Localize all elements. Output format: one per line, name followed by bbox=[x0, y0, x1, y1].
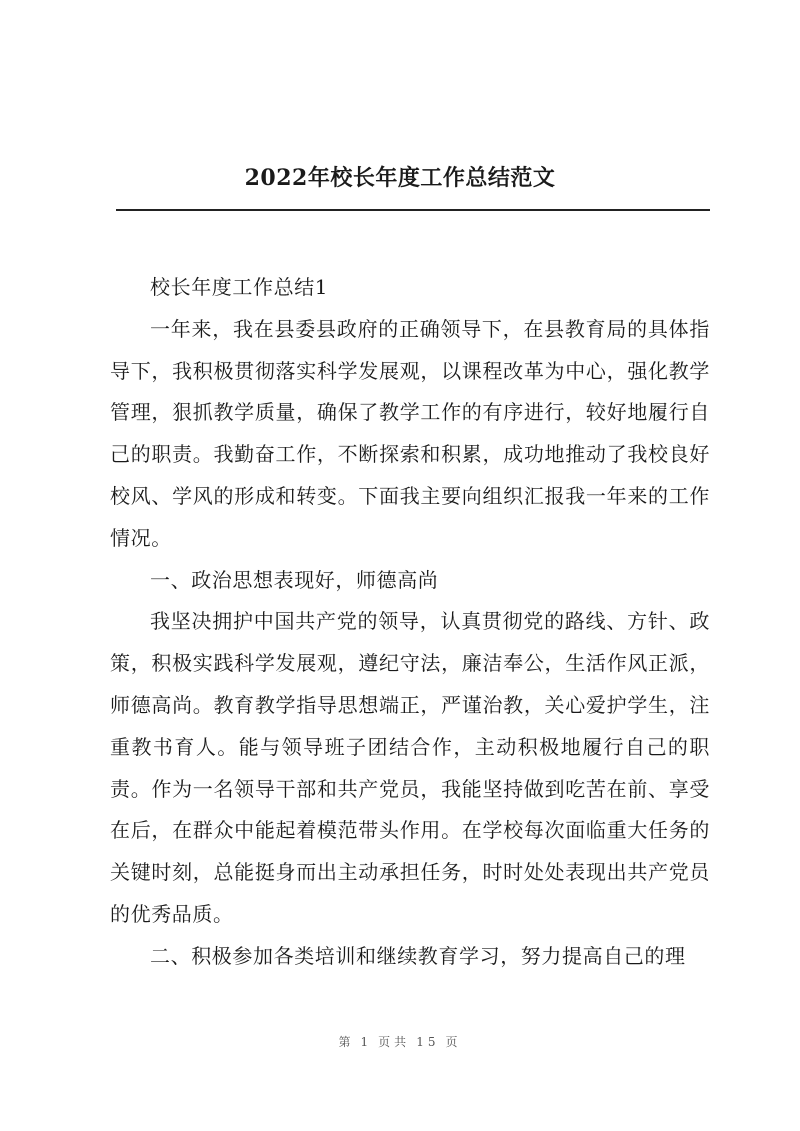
title-divider bbox=[116, 209, 710, 211]
intro-paragraph: 一年来，我在县委县政府的正确领导下，在县教育局的具体指导下，我积极贯彻落实科学发展观，以课程改革为中心，强化教学管理，狠抓教学质量，确保了教学工作的有序进行，较好地履行自己的职责。我勤奋工作，不断探索和积累，成功地推动了我校良好校风、学风的形成和转变。下面我主要向组织汇报我一年来的工作情况。 bbox=[110, 316, 710, 550]
page-footer bbox=[0, 1033, 800, 1051]
body-paragraph: 我坚决拥护中国共产党的领导，认真贯彻党的路线、方针、政策，积极实践科学发展观，遵纪守法，廉洁奉公，生活作风正派，师德高尚。教育教学指导思想端正，严谨治教，关心爱护学生，注重教书育人。能与领导班子团结合作，主动积极地履行自己的职责。作为一名领导干部和共产党员，我能坚持做到吃苦在前、享受在后，在群众中能起着模范带头作用。在学校每次面临重大任务的关键时刻，总能挺身而出主动承担任务，时时处处表现出共产党员的优秀品质。 bbox=[110, 609, 710, 926]
document-title: 2022年校长年度工作总结范文 bbox=[244, 165, 556, 191]
section-heading: 二、积极参加各类培训和继续教育学习，努力提高自己的理 bbox=[150, 943, 686, 968]
footer-prefix: 第 bbox=[338, 1035, 355, 1049]
footer-middle: 页共 bbox=[378, 1035, 411, 1049]
current-page-number: 1 bbox=[360, 1035, 373, 1049]
total-pages-number: 15 bbox=[416, 1035, 440, 1049]
section-heading: 一、政治思想表现好，师德高尚 bbox=[150, 567, 439, 592]
section-heading: 校长年度工作总结1 bbox=[150, 275, 329, 299]
document-body bbox=[110, 267, 710, 978]
footer-suffix: 页 bbox=[445, 1035, 462, 1049]
